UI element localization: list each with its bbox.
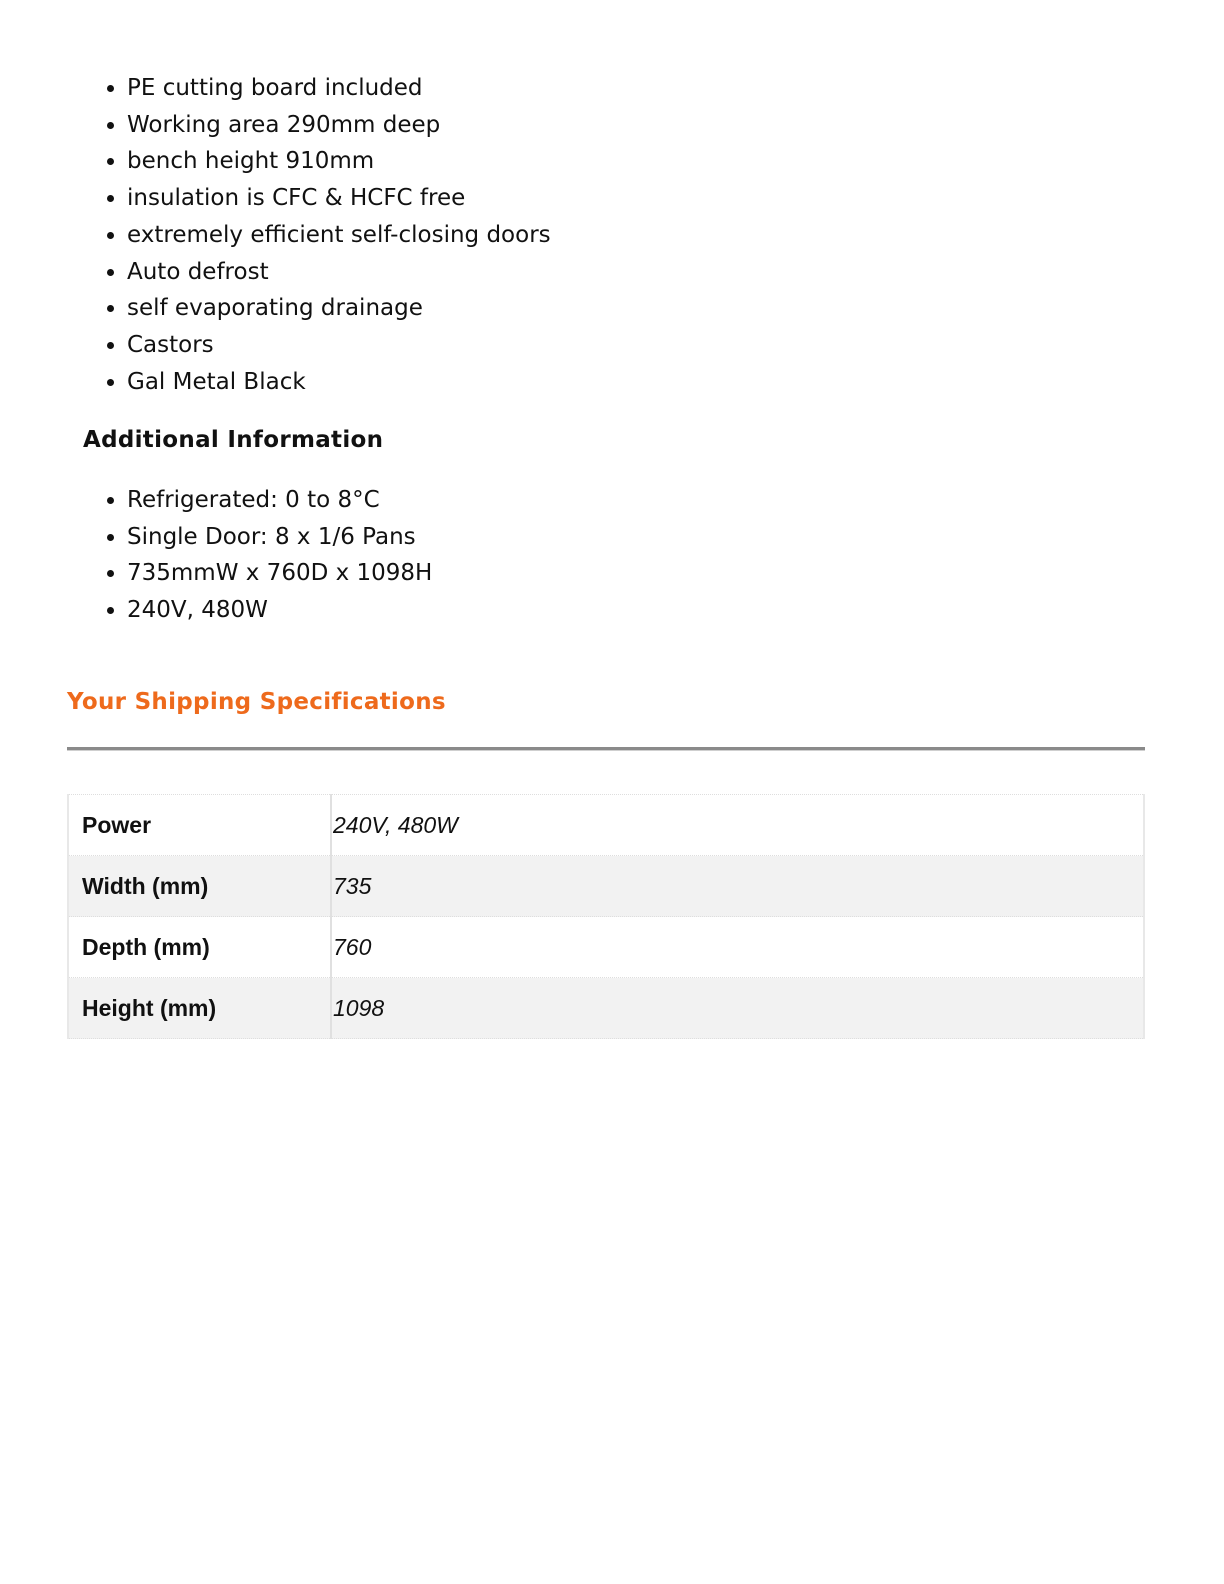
list-item: • extremely efficient self-closing doors <box>127 217 551 254</box>
list-item: • PE cutting board included <box>127 70 551 107</box>
table-row <box>68 856 1144 917</box>
list-item: • self evaporating drainage <box>127 290 551 327</box>
spec-label: Width (mm) <box>68 856 331 917</box>
spec-value: 760 <box>331 917 1144 978</box>
table-row <box>68 795 1144 856</box>
list-item: • Gal Metal Black <box>127 364 551 401</box>
table-row <box>68 978 1144 1039</box>
section-divider <box>67 747 1145 751</box>
additional-information-list <box>0 482 432 629</box>
list-item: • 735mmW x 760D x 1098H <box>127 555 432 592</box>
shipping-specifications-table <box>67 794 1145 1039</box>
spec-value: 1098 <box>331 978 1144 1039</box>
list-item: • 240V, 480W <box>127 592 432 629</box>
spec-label: Height (mm) <box>68 978 331 1039</box>
table-row <box>68 917 1144 978</box>
spec-label: Depth (mm) <box>68 917 331 978</box>
list-item: • Refrigerated: 0 to 8°C <box>127 482 432 519</box>
list-item: • insulation is CFC & HCFC free <box>127 180 551 217</box>
list-item: • Castors <box>127 327 551 364</box>
shipping-specifications-heading: Your Shipping Specifications <box>67 689 446 715</box>
list-item: • bench height 910mm <box>127 143 551 180</box>
list-item: • Auto defrost <box>127 254 551 291</box>
additional-information-heading: Additional Information <box>83 427 384 453</box>
list-item: • Working area 290mm deep <box>127 107 551 144</box>
list-item: • Single Door: 8 x 1/6 Pans <box>127 519 432 556</box>
feature-list <box>0 70 551 400</box>
spec-value: 735 <box>331 856 1144 917</box>
spec-label: Power <box>68 795 331 856</box>
spec-value: 240V, 480W <box>331 795 1144 856</box>
